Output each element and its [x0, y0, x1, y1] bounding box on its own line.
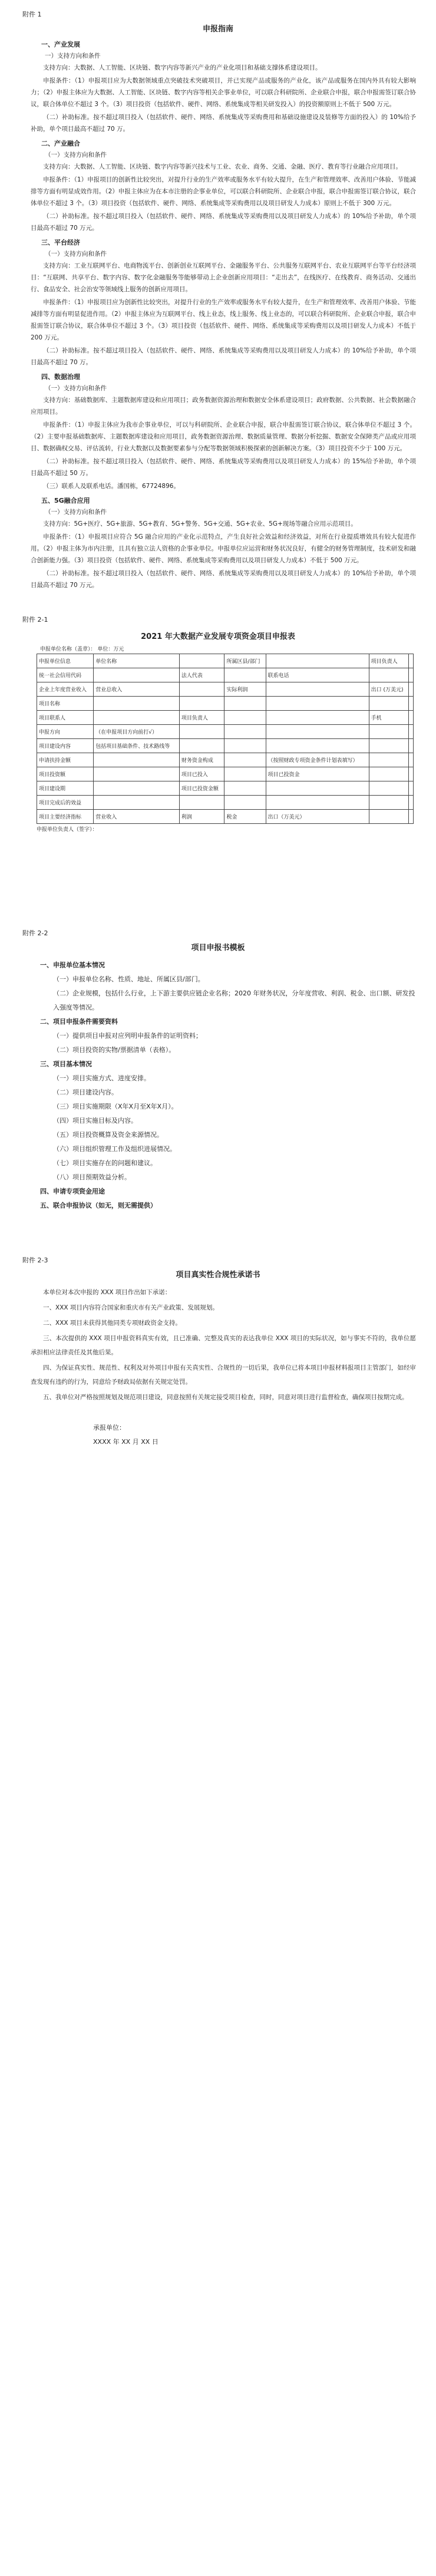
section-heading: 三、平台经济 — [41, 239, 80, 246]
guide-subsection — [16, 372, 420, 492]
table-cell: 项目负责人 — [179, 711, 224, 725]
table-cell — [94, 767, 180, 781]
outline-item: （八）项目预期效益分析。 — [53, 1173, 131, 1181]
table-cell — [409, 725, 414, 739]
table-cell — [369, 739, 409, 753]
table-cell — [94, 668, 180, 682]
table-cell — [266, 739, 369, 753]
table-cell — [266, 711, 369, 725]
table-cell — [179, 725, 224, 739]
table-cell: 单位名称 — [94, 654, 180, 668]
table-cell — [224, 739, 266, 753]
section-heading: 一、产业发展 — [41, 41, 80, 48]
outline-item: （三）项目实施期限（X年X月至X年X月）。 — [53, 1103, 178, 1110]
table-cell — [179, 739, 224, 753]
table-cell: 税金 — [224, 810, 266, 824]
application-form-table — [37, 654, 414, 824]
table-cell — [266, 796, 369, 810]
table-cell — [224, 767, 266, 781]
table-row — [37, 697, 414, 711]
table-cell: 利润 — [179, 810, 224, 824]
subsection-heading: （一）支持方向和条件 — [45, 385, 107, 392]
table-cell: 实际利润 — [224, 682, 266, 697]
table-cell — [224, 697, 266, 711]
outline-item: 二、项目申报条件需要资料 — [40, 1018, 118, 1025]
table-cell: 营业总收入 — [94, 682, 180, 697]
table-cell — [266, 781, 369, 796]
table-cell — [224, 725, 266, 739]
subsection-heading: （一）支持方向和条件 — [45, 509, 107, 516]
table-cell: 统一社会信用代码 — [37, 668, 94, 682]
promise-body — [16, 1285, 420, 1404]
table-cell: 申报单位信息 — [37, 654, 94, 668]
promise-paragraph: 五、我单位对严格按照规划及规范项目建设，同意按照有关规定接受项目检查，同时，同意对项目进行监督检查，确保项目按期完成。 — [43, 1394, 408, 1401]
table-cell: 所属区县/部门 — [224, 654, 266, 668]
table-cell: 项目已投资金 — [266, 767, 369, 781]
paragraph: 支持方向：大数据、人工智能、区块链、数字内容等新兴技术与工业、农业、商务、交通、金融、医疗、教育等行业融合应用项目。 — [43, 163, 402, 170]
table-cell — [409, 810, 414, 824]
paragraph: 申报条件：（1）申报主体应为我市企事业单位，可以与科研院所、企业联合申报，联合申报需签订联合协议，联合体单位不超过 3 个。（2）主要申报基础数据库、主题数据库建设和应用项目，政务数据资源治理、数据质量管理、数据分析挖掘、数据安全保障类产品或应用项目、数据确权交易、评估流转，行业大数据以及数据要素参与分配等数据领域积极探索的创新解决方案。（3）项目投资不少于 100 万元。 — [31, 421, 416, 452]
attachment-label: 附件 2-1 — [22, 616, 48, 624]
guide-subsection — [16, 238, 420, 368]
table-cell — [409, 796, 414, 810]
table-cell — [94, 697, 180, 711]
table-cell — [224, 711, 266, 725]
guide-title: 申报指南 — [202, 25, 233, 34]
table-cell: 项目联系人 — [37, 711, 94, 725]
paragraph: （二）补助标准。按不超过项目投入（包括软件、硬件、网络、系统集成等采购费用以及项目研发人力成本）的 10%给予补助，单个项目最高不超过 70 万。 — [31, 347, 416, 366]
table-cell: 法人代表 — [179, 668, 224, 682]
table-cell — [409, 668, 414, 682]
guide-subsection — [16, 39, 420, 135]
promise-paragraph: 本单位对本次申报的 XXX 项目作出如下承诺： — [43, 1289, 171, 1296]
table-row — [37, 682, 414, 697]
paragraph: 申报条件：（1）申报项目应为大数据领域重点突破技术突破项目，并已实现产品或服务的产业化，该产品或服务在国内外具有较大影响力；（2）申报主体应为大数据、人工智能、区块链、数字内容等相关企事业单位，可以联合科研院所、企业联合申报，联合申报需签订联合协议，联合体单位不超过 3 个。（3）项目投资（包括软件、硬件、网络、系统集成等相关研发投入）的投资额原则上不低于 500 万元。 — [31, 77, 416, 108]
promise-paragraph: 三、本次提供的 XXX 项目申报资料真实有效，且已准确、完整及真实的表达我单位 XXX 项目的实际状况，如与事实不符的，我单位愿承担相应法律责任及其他后果。 — [31, 1335, 416, 1356]
outline-item: 一、申报单位基本情况 — [40, 961, 105, 969]
table-cell — [369, 767, 409, 781]
section-heading: 二、产业融合 — [41, 140, 80, 147]
paragraph: （二）补助标准。按不超过项目投入（包括软件、硬件、网络、系统集成等采购费用和基础设施建设及装修等方面的投入）的 10%给予补助，单个项目最高不超过 70 万。 — [31, 114, 416, 133]
outline-item: （四）项目实施目标及内容。 — [53, 1117, 137, 1124]
section-heading: 四、数据治理 — [41, 373, 80, 381]
outline-title: 项目申报书模板 — [191, 944, 245, 952]
table-cell — [179, 682, 224, 697]
paragraph: 申报条件：（1）申报项目应符合 5G 融合应用的产业化示范特点，产生良好社会效益和经济效益，对所在行业提质增效具有较大促进作用。（2）申报主体为市内注册，且具有独立法人资格的企事业单位。申报单位应运营和财务状况良好，有健全的财务管理制度，技术研发和融合创新能力强。（3）项目投资（包括软件、硬件、网络、系统集成等采购费用以及项目研发人力成本）不低于 500 万元。 — [31, 533, 416, 564]
guide-body — [16, 39, 420, 591]
outline-item: （七）项目实施存在的问题和建议。 — [53, 1159, 157, 1167]
table-cell: 项目建设内容 — [37, 739, 94, 753]
outline-body — [40, 958, 420, 1213]
outline-item: （二）项目建设内容。 — [53, 1089, 118, 1096]
paragraph: 支持方向：基础数据库、主题数据库建设和应用项目；政务数据资源治理和数据安全体系建设项目；政府数据、公共数据、社会数据融合应用项目。 — [31, 397, 416, 415]
table-cell — [224, 668, 266, 682]
guide-section — [16, 9, 420, 591]
table-cell — [369, 810, 409, 824]
section-heading: 五、5G融合应用 — [41, 497, 90, 504]
table-cell — [409, 682, 414, 697]
attachment-label: 附件 2-3 — [22, 1256, 48, 1264]
table-cell: 项目建设期 — [37, 781, 94, 796]
paragraph: 申报条件：（1）申报项目应为创新性比较突出，对提升行业的生产效率或服务水平有较大提升，在生产和管理效率、改善用户体验、节能减排等方面有明显促进作用。（2）申报主体应为互联网平台、线上业态，线上服务、线上业态的，可以联合科研院所、企业联合申报，联合申报需签订联合协议，联合体单位不超过 3 个。（3）项目投资（包括软件、硬件、网络、系统集成等采购费用以及项目研发人力成本）不低于 200 万元。 — [31, 299, 416, 341]
table-cell: （按照财政专项资金条件计划表填写） — [266, 753, 369, 767]
outline-item: （二）项目投资的实物/票据清单（表格）。 — [53, 1046, 176, 1054]
outline-item: （一）项目实施方式、进度安排。 — [53, 1074, 150, 1082]
promise-paragraph: 四、为保证真实性、规范性、权利及对外项目申报有关真实性、合规性的一切后果，我单位已将本项目申报材料报项目主管部门，如经审查发现有违约的行为，同意给予财政局依据有关规定处罚。 — [31, 1364, 416, 1386]
outline-item: （一）提供项目申报对应列明申报条件的证明资料； — [53, 1032, 202, 1040]
outline-item: （二）企业规模，包括什么行业，上下游主要供应链企业名称；2020 年财务状况，分年度营收、利润、税金、出口额、研发投入强度等情况。 — [53, 989, 415, 1011]
paragraph: （二）补助标准。按不超过项目投入（包括软件、硬件、网络、系统集成等采购费用以及项目研发人力成本）的 10%给予补助，单个项目最高不超过 70 万元。 — [31, 570, 416, 589]
paragraph: （二）补助标准。按不超过项目投入（包括软件、硬件、网络、系统集成等采购费用以及项目研发人力成本）的 10%给予补助，单个项目最高不超过 70 万元。 — [31, 213, 416, 232]
table-row — [37, 739, 414, 753]
sign-unit: 承报单位： — [93, 1424, 125, 1432]
paragraph: 支持方向：5G+医疗、5G+旅游、5G+教育、5G+警务、5G+交通、5G+农业、5G+现场等融合应用示范项目。 — [43, 520, 357, 527]
promise-title: 项目真实性合规性承诺书 — [176, 1271, 260, 1279]
form-unit-line: 申报单位名称（盖章）： 单位：万元 — [40, 647, 124, 652]
table-cell: 出口（万美元） — [266, 810, 369, 824]
outline-item: （五）项目投资概算及资金来源情况。 — [53, 1131, 163, 1139]
outline-item: （六）项目组织管理工作及组织进展情况。 — [53, 1145, 176, 1153]
table-row — [37, 781, 414, 796]
paragraph: 支持方向：工业互联网平台、电商物流平台、创新创业互联网平台、金融服务平台、公共服务互联网平台、农业互联网平台等平台经济项目：“互联网、共享平台、数字内容、数字化金融服务等能够带动上企业创新应用项目：“走出去”，在线医疗、在线教育、商务活动、交通出行、食品安全、社会治安等领域线上服务的创新应用项目。 — [31, 262, 416, 293]
table-cell — [409, 781, 414, 796]
table-row — [37, 725, 414, 739]
attachment-label: 附件 2-2 — [22, 929, 48, 937]
table-cell: 项目完成后的效益 — [37, 796, 94, 810]
subsection-heading: （一）支持方向和条件 — [45, 250, 107, 258]
table-cell — [409, 654, 414, 668]
table-cell: 项目主要经济指标 — [37, 810, 94, 824]
table-row — [37, 654, 414, 668]
outline-item: 四、申请专项资金用途 — [40, 1188, 105, 1195]
paragraph: （三）联系人及联系电话。潘国栋，67724896。 — [43, 483, 180, 490]
table-cell: 财务资金构成 — [179, 753, 224, 767]
form-note: 申报单位负责人（签字）： — [37, 827, 98, 833]
table-cell — [369, 796, 409, 810]
table-cell: 项目已投资金额 — [179, 781, 224, 796]
table-cell: 申请扶持金额 — [37, 753, 94, 767]
table-cell: 出口 (万美元) — [369, 682, 409, 697]
table-cell — [94, 796, 180, 810]
table-row — [37, 668, 414, 682]
outline-item: （一）申报单位名称、性质、地址、所属区县/部门。 — [53, 975, 204, 983]
form-section — [16, 615, 420, 833]
paragraph: 支持方向：大数据、人工智能、区块链、数字内容等新兴产业的产业化项目和基础支撑体系建设项目。 — [43, 64, 322, 71]
sign-date: XXXX 年 XX 月 XX 日 — [93, 1438, 158, 1446]
table-cell — [224, 753, 266, 767]
promise-paragraph: 二、XXX 项目未获得其他同类专项财政资金支持。 — [43, 1320, 181, 1327]
table-cell — [369, 753, 409, 767]
attachment-label: 附件 1 — [22, 11, 42, 18]
subsection-heading: （一）支持方向和条件 — [45, 151, 107, 159]
table-cell — [369, 697, 409, 711]
table-cell — [409, 711, 414, 725]
table-cell — [179, 796, 224, 810]
table-cell: 项目名称 — [37, 697, 94, 711]
table-cell — [266, 725, 369, 739]
table-cell: 联系电话 — [266, 668, 369, 682]
table-cell: 项目已投入 — [179, 767, 224, 781]
table-row — [37, 767, 414, 781]
table-cell — [409, 767, 414, 781]
table-cell — [266, 654, 369, 668]
table-row — [37, 796, 414, 810]
guide-subsection — [16, 496, 420, 591]
table-cell — [266, 682, 369, 697]
table-cell — [224, 781, 266, 796]
table-cell — [94, 781, 180, 796]
promise-paragraph: 一、XXX 项目内容符合国家和重庆市有关产业政策、发展规划。 — [43, 1304, 219, 1311]
subsection-heading: 一）支持方向和条件 — [45, 52, 101, 60]
paragraph: （二）补助标准。按不超过项目投入（包括软件、硬件、网络、系统集成等采购费用以及项目研发人力成本）的 15%给予补助，单个项目最高不超过 50 万。 — [31, 458, 416, 477]
table-cell — [409, 753, 414, 767]
table-cell: 项目负责人 — [369, 654, 409, 668]
table-cell: 包括项目基础条件、技术路线等 — [94, 739, 180, 753]
table-cell — [179, 654, 224, 668]
outline-item: 五、联合申报协议（如无，则无需提供） — [40, 1202, 157, 1209]
signature-block — [93, 1421, 420, 1449]
table-cell: 企业上年度营业收入 — [37, 682, 94, 697]
table-cell — [409, 739, 414, 753]
table-cell: 营业收入 — [94, 810, 180, 824]
table-row — [37, 753, 414, 767]
table-cell: 项目投资额 — [37, 767, 94, 781]
table-cell — [369, 725, 409, 739]
table-cell — [409, 697, 414, 711]
table-cell — [369, 781, 409, 796]
table-cell: 申报方向 — [37, 725, 94, 739]
outline-item: 三、项目基本情况 — [40, 1060, 92, 1068]
table-cell — [179, 697, 224, 711]
table-cell — [369, 668, 409, 682]
table-cell — [266, 697, 369, 711]
table-cell: 手机 — [369, 711, 409, 725]
outline-section — [16, 928, 420, 1213]
table-cell — [94, 753, 180, 767]
table-row — [37, 810, 414, 824]
promise-section — [16, 1255, 420, 1449]
table-cell — [94, 711, 180, 725]
form-title: 2021 年大数据产业发展专项资金项目申报表 — [141, 632, 295, 641]
table-cell: （在申报项目方向前打√） — [94, 725, 180, 739]
guide-subsection — [16, 138, 420, 234]
table-cell — [224, 796, 266, 810]
paragraph: 申报条件：（1）申报项目的创新性比较突出，对提升行业的生产效率或服务水平有较大提升，在生产和管理效率、改善用户体验、节能减排等方面有明显成效作用。（2）申报主体应为在本市注册的企事业单位，可以联合科研院所、企业联合申报，联合申报需签订联合协议，联合体单位不超过 3 个。（3）项目投资（包括软件、硬件、网络、系统集成等采购费用以及项目研发人力成本）原则上不低于 300 万元。 — [31, 176, 416, 207]
table-row — [37, 711, 414, 725]
